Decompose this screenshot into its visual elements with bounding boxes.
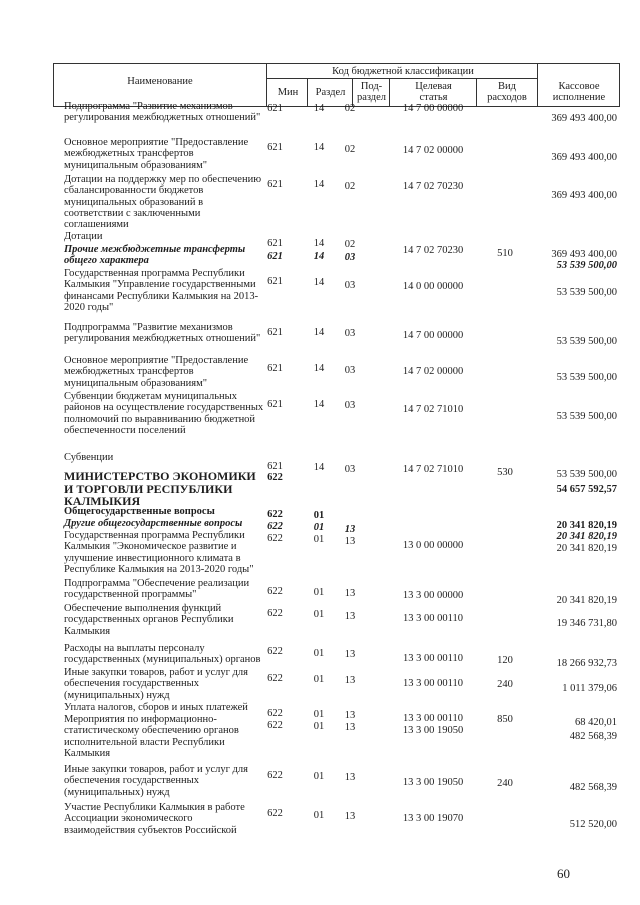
row-min: 621 [267,103,283,114]
row-min: 622 [267,608,283,619]
row-podrazdel: 02 [344,239,356,250]
row-razdel: 01 [313,810,325,821]
row-podrazdel: 03 [344,280,356,291]
header-vid-line1: Вид [498,81,516,92]
row-vid: 510 [497,248,513,259]
row-name: Другие общегосударственные вопросы [64,518,243,529]
row-razdel: 14 [313,363,325,374]
row-min: 622 [267,646,283,657]
header-podrazdel [353,81,390,103]
row-razdel: 14 [313,179,325,190]
row-razdel: 01 [313,510,325,521]
row-min: 622 [267,586,283,597]
row-name: Участие Республики Калмыкия в работе Ассоциации экономического взаимодействия субъектов Российской [64,802,245,836]
row-razdel: 01 [313,648,325,659]
row-name: Основное мероприятие "Предоставление межбюджетных трансфертов муниципальным образованиям" [64,355,249,389]
row-name: Подпрограмма "Развитие механизмов регулирования межбюджетных отношений" [64,322,261,345]
row-celevaya: 13 3 00 19050 [402,725,464,736]
row-podrazdel: 03 [344,365,356,376]
row-razdel: 01 [313,522,325,533]
row-razdel: 01 [313,587,325,598]
header-celevaya-line2: статья [419,92,448,103]
row-name: Субвенции [64,452,114,463]
row-podrazdel: 13 [344,811,356,822]
row-podrazdel: 02 [344,144,356,155]
row-min: 622 [267,770,283,781]
row-celevaya: 13 3 00 00110 [403,713,463,724]
row-razdel: 01 [313,674,325,685]
row-razdel: 14 [313,251,325,262]
row-sum: 1 011 379,06 [562,683,617,694]
row-celevaya: 13 3 00 19070 [402,813,464,824]
row-celevaya: 14 7 02 00000 [402,366,464,377]
header-podrazdel-line2: раздел [356,92,387,103]
row-name: МИНИСТЕРСТВО ЭКОНОМИКИ И ТОРГОВЛИ РЕСПУБЛИКИ КАЛМЫКИЯ [64,469,256,508]
row-name: Иные закупки товаров, работ и услуг для обеспечения государственных (муниципальных) нужд [64,667,248,701]
row-sum: 53 539 500,00 [556,372,617,383]
row-sum: 369 493 400,00 [551,190,617,201]
row-name: Общегосударственные вопросы [64,506,215,517]
row-celevaya: 14 7 02 71010 [402,464,464,475]
row-podrazdel: 02 [344,103,356,114]
row-name: Обеспечение выполнения функций государственных органов Республики Калмыкия [64,603,234,637]
row-min: 621 [267,179,283,190]
row-name: Подпрограмма "Обеспечение реализации государственной программы" [64,578,250,601]
row-min: 622 [267,808,283,819]
row-celevaya: 14 0 00 00000 [402,281,464,292]
header-kassa-line1: Кассовое [558,81,600,92]
row-podrazdel: 13 [344,675,356,686]
row-name: Субвенции бюджетам муниципальных районов на осуществление государственных полномочий по выравниванию бюджетной обеспеченности поселений [64,391,264,436]
row-sum: 19 346 731,80 [556,618,617,629]
row-name: Дотации [64,231,103,242]
header-kassa-line2: исполнение [552,92,606,103]
row-celevaya: 13 3 00 00110 [403,613,463,624]
row-podrazdel: 13 [344,611,356,622]
row-razdel: 01 [313,771,325,782]
row-name: Государственная программа Республики Калмыкия "Управление государственными финансами Республики Калмыкия на 2013-2020 годы" [64,268,259,313]
row-podrazdel: 03 [344,464,356,475]
row-podrazdel: 02 [344,181,356,192]
row-razdel: 14 [313,142,325,153]
row-podrazdel: 03 [344,328,356,339]
row-podrazdel: 13 [344,722,356,733]
row-vid: 120 [497,655,513,666]
row-razdel: 14 [313,327,325,338]
row-razdel: 01 [313,721,325,732]
row-min: 621 [267,142,283,153]
row-celevaya: 13 3 00 00000 [402,590,464,601]
row-sum: 369 493 400,00 [551,152,617,163]
row-celevaya: 14 7 02 70230 [402,245,464,256]
row-podrazdel: 13 [344,536,356,547]
row-celevaya: 14 7 02 71010 [402,404,464,415]
header-name: Наименование [127,76,193,87]
row-min: 621 [267,251,283,262]
row-razdel: 14 [313,238,325,249]
row-vid: 240 [497,778,513,789]
header-razdel: Раздел [315,87,346,98]
row-sum: 68 420,01 [575,717,617,728]
header-vid [477,81,537,103]
row-name: Государственная программа Республики Калмыкия "Экономическое развитие и улучшение инвестиционного климата в Республике Калмыкия на 2013-2020 годы" [64,530,254,575]
header-kassa [538,81,620,103]
row-name: Прочие межбюджетные трансферты общего характера [64,244,246,267]
row-min: 622 [267,509,283,520]
row-sum: 53 539 500,00 [556,411,617,422]
row-razdel: 01 [313,709,325,720]
row-min: 622 [267,533,283,544]
row-min: 621 [267,276,283,287]
row-sum: 53 539 500,00 [556,260,617,271]
row-min: 622 [267,673,283,684]
row-sum: 369 493 400,00 [551,113,617,124]
header-celevaya-line1: Целевая [415,81,452,92]
row-min: 622 [267,472,283,483]
row-celevaya: 13 3 00 00110 [403,678,463,689]
row-razdel: 14 [313,462,325,473]
row-name: Расходы на выплаты персоналу государственных (муниципальных) органов [64,643,261,666]
row-razdel: 14 [313,399,325,410]
row-min: 621 [267,238,283,249]
header-podrazdel-line1: Под- [360,81,383,92]
header-vid-line2: расходов [487,92,527,103]
row-sum: 20 341 820,19 [556,595,617,606]
row-podrazdel: 13 [344,772,356,783]
row-sum: 53 539 500,00 [556,336,617,347]
row-name: Мероприятия по информационно-статистическому обеспечению органов исполнительной власти Республики Калмыкия [64,714,239,759]
row-celevaya: 13 3 00 00110 [403,653,463,664]
row-sum: 20 341 820,19 [556,543,617,554]
row-name: Подпрограмма "Развитие механизмов регулирования межбюджетных отношений" [64,101,261,124]
header-code-group: Код бюджетной классификации [332,66,474,77]
row-podrazdel: 03 [344,252,356,263]
row-celevaya: 14 7 02 00000 [402,145,464,156]
row-podrazdel: 13 [344,649,356,660]
row-celevaya: 14 7 02 70230 [402,181,464,192]
row-sum: 53 539 500,00 [556,469,617,480]
row-name: Основное мероприятие "Предоставление межбюджетных трансфертов муниципальным образованиям" [64,137,249,171]
row-name: Иные закупки товаров, работ и услуг для обеспечения государственных (муниципальных) нужд [64,764,248,798]
row-min: 622 [267,708,283,719]
row-sum: 512 520,00 [569,819,617,830]
row-celevaya: 14 7 00 00000 [402,330,464,341]
row-name: Дотации на поддержку мер по обеспечению сбалансированности бюджетов муниципальных образований в соответствии с заключенными соглашениями [64,174,262,231]
page-number: 60 [557,866,570,881]
row-sum: 482 568,39 [569,731,617,742]
row-podrazdel: 13 [344,710,356,721]
row-podrazdel: 13 [344,588,356,599]
row-min: 621 [267,399,283,410]
row-sum: 20 341 820,19 [556,520,617,531]
row-celevaya: 14 7 00 00000 [402,103,464,114]
row-vid: 850 [497,714,513,725]
row-sum: 482 568,39 [569,782,617,793]
row-name: Уплата налогов, сборов и иных платежей [64,702,248,713]
row-razdel: 01 [313,609,325,620]
row-sum: 54 657 592,57 [556,484,617,495]
row-sum: 53 539 500,00 [556,287,617,298]
row-razdel: 14 [313,103,325,114]
row-min: 622 [267,521,283,532]
row-razdel: 14 [313,277,325,288]
row-sum: 20 341 820,19 [556,531,617,542]
row-min: 621 [267,461,283,472]
row-sum: 18 266 932,73 [556,658,617,669]
row-sum: 369 493 400,00 [551,249,617,260]
header-min: Мин [277,87,299,98]
row-min: 621 [267,363,283,374]
header-celevaya [390,81,477,103]
row-podrazdel: 03 [344,400,356,411]
row-vid: 240 [497,679,513,690]
row-celevaya: 13 0 00 00000 [402,540,464,551]
row-min: 622 [267,720,283,731]
row-razdel: 01 [313,534,325,545]
row-vid: 530 [497,467,513,478]
row-celevaya: 13 3 00 19050 [402,777,464,788]
row-min: 621 [267,327,283,338]
row-podrazdel: 13 [344,524,356,535]
